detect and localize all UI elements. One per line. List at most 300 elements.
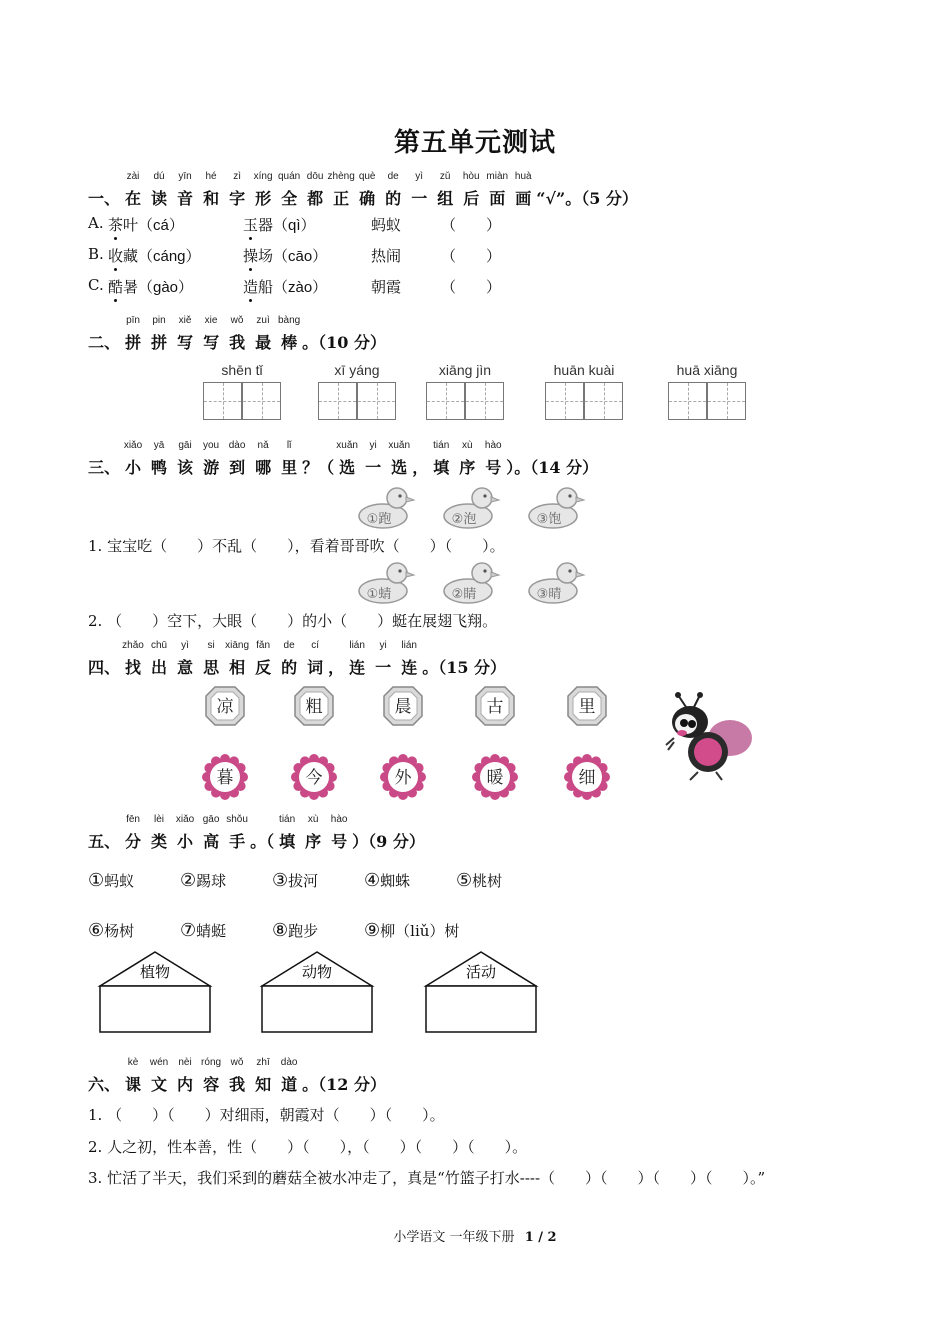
item-text: 杨树 — [104, 922, 135, 940]
pinyin: xiǎo — [175, 814, 195, 825]
char: 哪 — [255, 458, 272, 477]
heading-char — [462, 171, 480, 209]
duck-options-1 — [355, 482, 595, 532]
pinyin: gāi — [178, 440, 192, 451]
heading-char — [375, 640, 392, 678]
char: 我 — [229, 1075, 246, 1094]
char: 确 — [359, 189, 376, 208]
word: 酷暑 — [108, 278, 139, 296]
opposite-word-octagon[interactable] — [292, 684, 336, 728]
option-text: （ ） — [441, 216, 502, 234]
heading-char — [125, 1057, 142, 1095]
ladybug-illustration — [660, 690, 755, 785]
heading-char — [122, 640, 144, 678]
char: 连 — [401, 658, 418, 677]
char: 棒 — [281, 333, 298, 352]
pinyin-writing-block — [426, 362, 504, 420]
char: 到 — [229, 458, 246, 477]
char: 和 — [203, 189, 220, 208]
heading-char — [177, 315, 194, 353]
heading-char — [306, 171, 324, 209]
char: 选 — [391, 458, 408, 477]
char: 类 — [151, 832, 168, 851]
pinyin: shǒu — [226, 814, 248, 825]
option-text: 热闹 — [371, 247, 402, 265]
option-text: B. — [88, 245, 104, 263]
section-1-heading — [88, 171, 638, 209]
opposite-word-label: 粗 — [305, 697, 323, 717]
char: 意 — [177, 658, 194, 677]
opposite-word-flower[interactable] — [291, 754, 337, 800]
opposite-word-label: 暮 — [216, 768, 234, 788]
pinyin: hào — [484, 440, 502, 451]
pinyin: nǎ — [257, 440, 269, 451]
heading-text — [328, 658, 344, 677]
pinyin: yì — [181, 640, 189, 651]
word: 操场 — [243, 247, 274, 265]
pinyin: huà — [514, 171, 532, 182]
pinyin-word: xiāng jìn — [438, 362, 492, 378]
opposite-word-octagon[interactable] — [381, 684, 425, 728]
writing-cell[interactable] — [465, 382, 504, 420]
classification-item — [180, 870, 226, 891]
pinyin: lián — [349, 640, 365, 651]
pinyin: xie — [204, 315, 218, 326]
house-label: 植物 — [139, 963, 171, 981]
pinyin: xù — [307, 814, 319, 825]
char: 写 — [203, 333, 220, 352]
pinyin: què — [358, 171, 376, 182]
char: 全 — [281, 189, 298, 208]
char: 手 — [229, 832, 246, 851]
char: 都 — [307, 189, 324, 208]
page-footer — [0, 1226, 950, 1245]
char: 序 — [305, 832, 322, 851]
char: 组 — [437, 189, 454, 208]
pinyin: chū — [150, 640, 168, 651]
pinyin: zǔ — [439, 171, 451, 182]
pinyin: fǎn — [256, 640, 271, 651]
item-text: 蜘蛛 — [380, 872, 411, 890]
pinyin: xíng — [253, 171, 273, 182]
pinyin: pin — [152, 315, 166, 326]
classification-item — [88, 920, 134, 941]
pinyin: si — [207, 640, 215, 651]
item-text: 桃树 — [472, 872, 503, 890]
char: 容 — [203, 1075, 220, 1094]
heading-char — [255, 440, 272, 478]
heading-char — [150, 640, 168, 678]
heading-char — [203, 640, 220, 678]
heading-char — [433, 440, 450, 478]
heading-char — [336, 440, 358, 478]
char: 写 — [177, 333, 194, 352]
pinyin-writing-block — [545, 362, 623, 420]
heading-char — [229, 1057, 246, 1095]
char: ， — [412, 458, 429, 477]
duck-label: ②泡 — [451, 512, 477, 527]
char: 相 — [229, 658, 246, 677]
writing-cell[interactable] — [707, 382, 746, 420]
option-text: （zào） — [273, 279, 328, 296]
heading-char — [201, 1057, 222, 1095]
char: 小 — [177, 832, 194, 851]
heading-char — [175, 814, 195, 852]
pinyin-word: huān kuài — [553, 362, 615, 378]
heading-text — [302, 1075, 386, 1094]
char: 后 — [463, 189, 480, 208]
question-6-2: 2. 人之初，性本善，性（ ）（ ），（ ）（ ）（ ）。 — [88, 1138, 528, 1156]
char: 号 — [485, 458, 502, 477]
pinyin-writing-block — [318, 362, 396, 420]
char: 反 — [255, 658, 272, 677]
char: 画 — [515, 189, 532, 208]
heading-char — [149, 1057, 169, 1095]
heading-char — [225, 640, 250, 678]
char: 六、 — [88, 1075, 121, 1094]
pinyin: miàn — [486, 171, 509, 182]
pinyin: yi — [379, 640, 387, 651]
opposite-word-flower[interactable] — [202, 754, 248, 800]
char: 连 — [349, 658, 366, 677]
duck-card — [355, 482, 417, 532]
pinyin: zài — [126, 171, 140, 182]
pinyin: gāo — [202, 814, 220, 825]
item-number: ⑧ — [272, 920, 289, 941]
char: ）（9 分） — [352, 832, 425, 851]
heading-char — [327, 171, 355, 209]
heading-char — [279, 814, 296, 852]
item-number: ⑤ — [456, 870, 473, 891]
heading-text — [88, 333, 120, 352]
char: 音 — [177, 189, 194, 208]
heading-text — [88, 1075, 120, 1094]
heading-char — [151, 171, 168, 209]
duck-options-2 — [355, 557, 595, 607]
heading-char — [401, 640, 418, 678]
writing-cell[interactable] — [242, 382, 281, 420]
char: 在 — [125, 189, 142, 208]
heading-char — [281, 640, 298, 678]
duck-label: ③饱 — [536, 512, 562, 527]
pinyin: zì — [233, 171, 241, 182]
char: 字 — [229, 189, 246, 208]
option-text: C. — [88, 276, 104, 294]
item-text: 跑步 — [288, 922, 319, 940]
category-house[interactable] — [262, 952, 372, 1032]
pinyin: lèi — [154, 814, 165, 825]
char: 二、 — [88, 333, 121, 352]
category-house[interactable] — [426, 952, 536, 1032]
writing-cell[interactable] — [668, 382, 707, 420]
writing-cell[interactable] — [584, 382, 623, 420]
house-label: 活动 — [465, 963, 497, 981]
opposite-word-label: 晨 — [394, 697, 412, 717]
pinyin: zuì — [256, 315, 270, 326]
char: ？（ — [302, 458, 335, 477]
pinyin: xuǎn — [388, 440, 411, 451]
char: ， — [328, 658, 345, 677]
classification-item — [180, 920, 226, 941]
char: 序 — [459, 458, 476, 477]
opposite-word-label: 暖 — [486, 768, 504, 788]
section-6-heading — [88, 1057, 386, 1095]
classification-item — [272, 870, 318, 891]
heading-char — [151, 814, 168, 852]
heading-char — [365, 440, 382, 478]
pinyin: cí — [311, 640, 320, 651]
question-6-3: 3. 忙活了半天，我们采到的蘑菇全被水冲走了，真是“竹篮子打水----（ ）（ ）（ ）（ ）。” — [88, 1169, 766, 1187]
section-1-options — [88, 214, 588, 314]
heading-char — [277, 171, 301, 209]
duck-label: ①跑 — [366, 512, 392, 527]
char: 填 — [279, 832, 296, 851]
item-text: 蜻蜓 — [196, 922, 227, 940]
char: 。（15 分） — [422, 658, 507, 677]
option-text: （cáng） — [138, 248, 201, 265]
char: 分 — [125, 832, 142, 851]
item-number: ③ — [272, 870, 289, 891]
category-houses — [95, 950, 545, 1036]
char: 一 — [411, 189, 428, 208]
char: 正 — [333, 189, 350, 208]
section-4-heading — [88, 640, 507, 678]
pinyin: tián — [433, 440, 450, 451]
writing-cell[interactable] — [318, 382, 357, 420]
classification-items-row-1 — [88, 870, 688, 894]
char: 。（12 分） — [302, 1075, 386, 1094]
page-number: 1 / 2 — [524, 1230, 557, 1245]
heading-char — [388, 440, 411, 478]
opposite-word-octagon[interactable] — [203, 684, 247, 728]
pinyin: wǒ — [230, 315, 244, 326]
heading-text — [412, 458, 428, 477]
option-text: A. — [88, 214, 104, 232]
pinyin: pīn — [126, 315, 140, 326]
heading-char — [459, 440, 476, 478]
item-text: 蚂蚁 — [104, 872, 135, 890]
heading-char — [330, 814, 348, 852]
option-text: （cá） — [138, 217, 184, 234]
char: 一 — [375, 658, 392, 677]
pinyin-word: shēn tǐ — [221, 362, 263, 378]
char: 。（ — [250, 832, 275, 851]
pinyin: you — [203, 440, 220, 451]
opposite-words-top — [0, 684, 950, 728]
section-2-heading — [88, 315, 386, 353]
heading-text — [88, 832, 120, 851]
heading-char — [229, 171, 246, 209]
item-text: 拔河 — [288, 872, 319, 890]
heading-text — [88, 458, 120, 477]
pinyin: fēn — [126, 814, 140, 825]
pinyin: zhǎo — [122, 640, 144, 651]
pinyin-writing-block — [203, 362, 281, 420]
char: 课 — [125, 1075, 142, 1094]
writing-cell[interactable] — [545, 382, 584, 420]
heading-char — [177, 440, 194, 478]
heading-char — [203, 171, 220, 209]
heading-char — [203, 440, 220, 478]
char: 形 — [255, 189, 272, 208]
item-number: ① — [88, 870, 105, 891]
duck-card — [525, 482, 587, 532]
section-5-heading — [88, 814, 425, 852]
item-number: ⑦ — [180, 920, 197, 941]
pinyin: wén — [149, 1057, 169, 1068]
char: 三、 — [88, 458, 121, 477]
word: 茶叶 — [108, 216, 139, 234]
heading-text — [536, 189, 638, 208]
footer-text: 小学语文 一年级下册 — [393, 1230, 515, 1245]
heading-char — [255, 315, 272, 353]
item-number: ⑥ — [88, 920, 105, 941]
heading-char — [385, 171, 402, 209]
pinyin: zhèng — [327, 171, 355, 182]
heading-char — [253, 171, 273, 209]
heading-char — [349, 640, 366, 678]
heading-char — [125, 171, 142, 209]
heading-char — [151, 440, 168, 478]
heading-char — [151, 315, 168, 353]
classification-item — [456, 870, 502, 891]
item-number: ④ — [364, 870, 381, 891]
heading-char — [484, 440, 502, 478]
opposite-word-flower[interactable] — [380, 754, 426, 800]
heading-char — [280, 1057, 298, 1095]
writing-cell[interactable] — [426, 382, 465, 420]
pinyin: dōu — [306, 171, 324, 182]
classification-item — [272, 920, 318, 941]
char: 找 — [125, 658, 142, 677]
pinyin: xiǎo — [123, 440, 143, 451]
heading-text — [422, 658, 506, 677]
pinyin-word: xī yáng — [334, 362, 380, 378]
item-text: 踢球 — [196, 872, 227, 890]
house-label: 动物 — [301, 963, 333, 981]
classification-item — [364, 870, 410, 891]
char: 鸭 — [151, 458, 168, 477]
char: 我 — [229, 333, 246, 352]
char: 的 — [281, 658, 298, 677]
writing-cell[interactable] — [203, 382, 242, 420]
section-3-heading — [88, 440, 599, 478]
pinyin: de — [387, 171, 399, 182]
char: 的 — [385, 189, 402, 208]
char: 词 — [307, 658, 324, 677]
item-number: ⑨ — [364, 920, 381, 941]
char: 里 — [281, 458, 298, 477]
opposite-word-flower[interactable] — [472, 754, 518, 800]
pinyin: kè — [127, 1057, 139, 1068]
heading-char — [277, 315, 301, 353]
option-text: （ ） — [441, 278, 502, 296]
pinyin: lǐ — [286, 440, 292, 451]
duck-card — [355, 557, 417, 607]
heading-char — [281, 440, 298, 478]
opposite-word-label: 细 — [578, 768, 596, 788]
heading-char — [255, 1057, 272, 1095]
opposite-word-label: 凉 — [216, 697, 234, 717]
pinyin: xù — [461, 440, 473, 451]
question-3-2: 2. （ ）空下，大眼（ ）的小（ ）蜓在展翅飞翔。 — [88, 612, 498, 630]
pinyin: xuǎn — [336, 440, 358, 451]
char: 拼 — [151, 333, 168, 352]
heading-char — [125, 315, 142, 353]
char: 读 — [151, 189, 168, 208]
opposite-words-bottom — [0, 754, 950, 804]
heading-text — [250, 832, 274, 851]
char: 道 — [281, 1075, 298, 1094]
pinyin-word: huā xiāng — [676, 362, 738, 378]
opposite-word-octagon[interactable] — [565, 684, 609, 728]
duck-label: ①蜻 — [366, 587, 392, 602]
char: ）。（14 分） — [506, 458, 599, 477]
char: 五、 — [88, 832, 121, 851]
char: 小 — [125, 458, 142, 477]
heading-char — [307, 640, 324, 678]
heading-char — [305, 814, 322, 852]
item-text: 柳（liǔ）树 — [380, 922, 460, 940]
page-title: 第五单元测试 — [393, 128, 556, 158]
pinyin: róng — [201, 1057, 222, 1068]
pinyin: yā — [153, 440, 165, 451]
heading-char — [125, 814, 142, 852]
writing-cell[interactable] — [357, 382, 396, 420]
char: “√”。（5 分） — [536, 189, 638, 208]
pinyin: yì — [415, 171, 424, 182]
char: 文 — [151, 1075, 168, 1094]
duck-card — [440, 482, 502, 532]
heading-char — [177, 640, 194, 678]
pinyin: de — [283, 640, 295, 651]
char: 出 — [151, 658, 168, 677]
heading-text — [352, 832, 425, 851]
option-text: （cāo） — [273, 248, 328, 265]
pinyin: hòu — [462, 171, 480, 182]
question-6-1: 1. （ ）（ ）对细雨，朝霞对（ ）（ ）。 — [88, 1106, 445, 1124]
pinyin: lián — [401, 640, 417, 651]
char: 拼 — [125, 333, 142, 352]
pinyin: tián — [279, 814, 296, 825]
char: 思 — [203, 658, 220, 677]
pinyin: xiāng — [225, 640, 250, 651]
pinyin-writing-block — [668, 362, 746, 420]
word: 玉器 — [243, 216, 274, 234]
pinyin: bàng — [277, 315, 301, 326]
char: 该 — [177, 458, 194, 477]
duck-card — [440, 557, 502, 607]
char: 选 — [339, 458, 356, 477]
category-house[interactable] — [100, 952, 210, 1032]
heading-text — [302, 333, 386, 352]
heading-text — [506, 458, 598, 477]
char: 四、 — [88, 658, 121, 677]
heading-text — [88, 189, 120, 208]
heading-char — [437, 171, 454, 209]
pinyin: nèi — [178, 1057, 192, 1068]
pinyin: zhī — [256, 1057, 270, 1068]
heading-text — [302, 458, 334, 477]
opposite-word-label: 今 — [305, 768, 323, 788]
duck-label: ②睛 — [451, 587, 477, 602]
char: 最 — [255, 333, 272, 352]
opposite-word-octagon[interactable] — [473, 684, 517, 728]
duck-label: ③晴 — [536, 587, 562, 602]
classification-item — [364, 920, 459, 941]
pinyin: xiě — [178, 315, 192, 326]
opposite-word-flower[interactable] — [564, 754, 610, 800]
